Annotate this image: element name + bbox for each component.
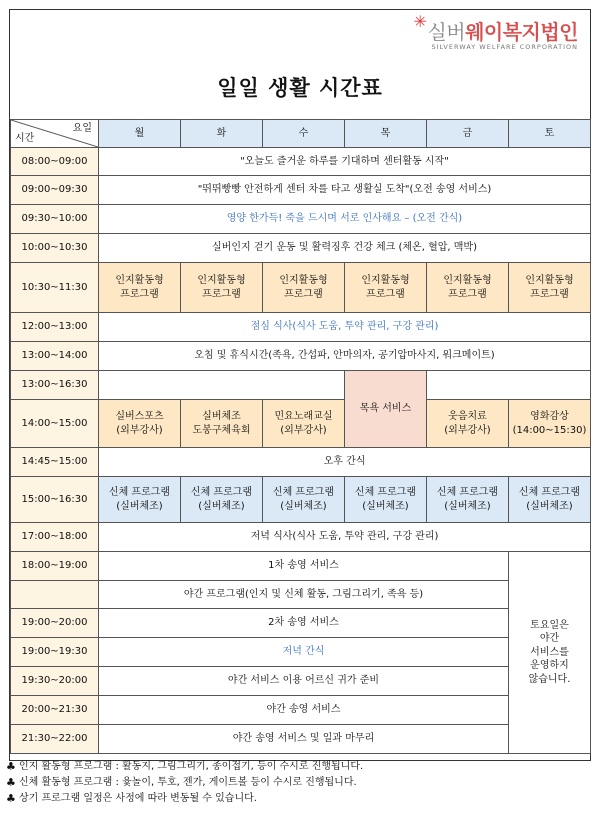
corner-time-label: 시간 bbox=[15, 132, 35, 144]
program-cell-tue: 실버체조 도봉구체육회 bbox=[181, 400, 263, 448]
page-title: 일일 생활 시간표 bbox=[217, 76, 383, 100]
table-row bbox=[11, 552, 591, 581]
asterisk-icon: ✳ bbox=[413, 12, 427, 31]
physical-program-cell: 신체 프로그램 (실버체조) bbox=[99, 477, 181, 523]
club-icon: ♣ bbox=[6, 760, 16, 773]
time-cell: 10:30~11:30 bbox=[11, 263, 99, 313]
program-cell-mon: 실버스포츠 (외부강사) bbox=[99, 400, 181, 448]
table-row bbox=[11, 263, 591, 313]
corner-day-label: 요일 bbox=[72, 123, 92, 134]
schedule-table bbox=[10, 119, 591, 754]
time-cell: 12:00~13:00 bbox=[11, 313, 99, 342]
saturday-note-cell: 토요일은 야간 서비스를 운영하지 않습니다. bbox=[509, 552, 591, 754]
footnote-text: 인지 활동형 프로그램 : 활동지, 그림그리기, 종이접기, 등이 수시로 진행됩니다. bbox=[19, 761, 364, 772]
time-cell: 14:45~15:00 bbox=[11, 448, 99, 477]
activity-cell: 야간 프로그램(인지 및 신체 활동, 그림그리기, 족욕 등) bbox=[99, 581, 509, 609]
time-cell: 19:00~19:30 bbox=[11, 638, 99, 667]
cognitive-program-cell: 인지활동형 프로그램 bbox=[427, 263, 509, 313]
empty-cell bbox=[427, 371, 591, 400]
table-row bbox=[11, 523, 591, 552]
footnote-item bbox=[6, 775, 363, 791]
activity-cell: 저녁 식사(식사 도움, 투약 관리, 구강 관리) bbox=[99, 523, 591, 552]
day-header-thu: 목 bbox=[345, 120, 427, 148]
cognitive-program-cell: 인지활동형 프로그램 bbox=[263, 263, 345, 313]
time-cell bbox=[11, 581, 99, 609]
physical-program-cell: 신체 프로그램 (실버체조) bbox=[263, 477, 345, 523]
program-cell-sat: 영화감상 (14:00~15:30) bbox=[509, 400, 591, 448]
table-row bbox=[11, 176, 591, 205]
table-row bbox=[11, 205, 591, 234]
table-row bbox=[11, 313, 591, 342]
cognitive-program-cell: 인지활동형 프로그램 bbox=[345, 263, 427, 313]
activity-cell: 야간 서비스 이용 어르신 귀가 준비 bbox=[99, 667, 509, 696]
table-row bbox=[11, 667, 591, 696]
time-cell: 20:00~21:30 bbox=[11, 696, 99, 725]
cognitive-program-cell: 인지활동형 프로그램 bbox=[509, 263, 591, 313]
logo bbox=[413, 12, 578, 51]
physical-program-cell: 신체 프로그램 (실버체조) bbox=[509, 477, 591, 523]
lunch-cell: 점심 식사(식사 도움, 투약 관리, 구강 관리) bbox=[99, 313, 591, 342]
corner-header bbox=[11, 120, 99, 148]
day-header-tue: 화 bbox=[181, 120, 263, 148]
time-cell: 09:30~10:00 bbox=[11, 205, 99, 234]
program-cell-fri: 웃음치료 (외부강사) bbox=[427, 400, 509, 448]
club-icon: ♣ bbox=[6, 776, 16, 789]
activity-cell: 야간 송영 서비스 bbox=[99, 696, 509, 725]
physical-program-cell: 신체 프로그램 (실버체조) bbox=[427, 477, 509, 523]
time-cell: 17:00~18:00 bbox=[11, 523, 99, 552]
empty-cell bbox=[99, 371, 345, 400]
cognitive-program-cell: 인지활동형 프로그램 bbox=[99, 263, 181, 313]
table-row bbox=[11, 448, 591, 477]
snack-cell: 영양 한가득! 죽을 드시며 서로 인사해요 – (오전 간식) bbox=[99, 205, 591, 234]
cognitive-program-cell: 인지활동형 프로그램 bbox=[181, 263, 263, 313]
time-cell: 14:00~15:00 bbox=[11, 400, 99, 448]
table-row bbox=[11, 342, 591, 371]
logo-subtitle: SILVERWAY WELFARE CORPORATION bbox=[431, 43, 578, 51]
schedule-sheet bbox=[9, 9, 591, 761]
physical-program-cell: 신체 프로그램 (실버체조) bbox=[345, 477, 427, 523]
activity-cell: 2차 송영 서비스 bbox=[99, 609, 509, 638]
table-row bbox=[11, 400, 591, 448]
logo-brand-red: 웨이복지법인 bbox=[465, 20, 578, 44]
physical-program-cell: 신체 프로그램 (실버체조) bbox=[181, 477, 263, 523]
time-cell: 08:00~09:00 bbox=[11, 148, 99, 176]
table-row bbox=[11, 696, 591, 725]
activity-cell: 오후 간식 bbox=[99, 448, 591, 477]
table-row bbox=[11, 638, 591, 667]
activity-cell: 실버인지 걷기 운동 및 활력징후 건강 체크 (체온, 혈압, 맥박) bbox=[99, 234, 591, 263]
footnote-item bbox=[6, 759, 363, 775]
day-header-sat: 토 bbox=[509, 120, 591, 148]
program-cell-wed: 민요노래교실 (외부강사) bbox=[263, 400, 345, 448]
time-cell: 09:00~09:30 bbox=[11, 176, 99, 205]
table-row bbox=[11, 371, 591, 400]
time-cell: 13:00~16:30 bbox=[11, 371, 99, 400]
time-cell: 19:00~20:00 bbox=[11, 609, 99, 638]
time-cell: 13:00~14:00 bbox=[11, 342, 99, 371]
table-row bbox=[11, 234, 591, 263]
activity-cell: "뛰뛰빵빵 안전하게 센터 차를 타고 생활실 도착"(오전 송영 서비스) bbox=[99, 176, 591, 205]
table-row bbox=[11, 725, 591, 754]
header-row bbox=[11, 120, 591, 148]
day-header-fri: 금 bbox=[427, 120, 509, 148]
logo-brand-gray: 실버 bbox=[427, 20, 466, 44]
table-row bbox=[11, 581, 591, 609]
activity-cell: 1차 송영 서비스 bbox=[99, 552, 509, 581]
footnote-text: 상기 프로그램 일정은 사정에 따라 변동될 수 있습니다. bbox=[19, 793, 257, 804]
day-header-mon: 월 bbox=[99, 120, 181, 148]
time-cell: 19:30~20:00 bbox=[11, 667, 99, 696]
day-header-wed: 수 bbox=[263, 120, 345, 148]
table-row bbox=[11, 609, 591, 638]
footnote-text: 신체 활동형 프로그램 : 윷놀이, 투호, 젠가, 게이트볼 등이 수시로 진행됩니다. bbox=[19, 777, 357, 788]
footnote-item bbox=[6, 791, 363, 807]
time-cell: 21:30~22:00 bbox=[11, 725, 99, 754]
bath-service-cell: 목욕 서비스 bbox=[345, 371, 427, 448]
time-cell: 18:00~19:00 bbox=[11, 552, 99, 581]
table-row bbox=[11, 477, 591, 523]
footnotes bbox=[6, 759, 363, 807]
time-cell: 15:00~16:30 bbox=[11, 477, 99, 523]
activity-cell: "오늘도 즐거운 하루를 기대하며 센터활동 시작" bbox=[99, 148, 591, 176]
table-row bbox=[11, 148, 591, 176]
activity-cell: 오침 및 휴식시간(족욕, 간섭파, 안마의자, 공기압마사지, 워크메이트) bbox=[99, 342, 591, 371]
activity-cell: 야간 송영 서비스 및 일과 마무리 bbox=[99, 725, 509, 754]
evening-snack-cell: 저녁 간식 bbox=[99, 638, 509, 667]
club-icon: ♣ bbox=[6, 792, 16, 805]
time-cell: 10:00~10:30 bbox=[11, 234, 99, 263]
